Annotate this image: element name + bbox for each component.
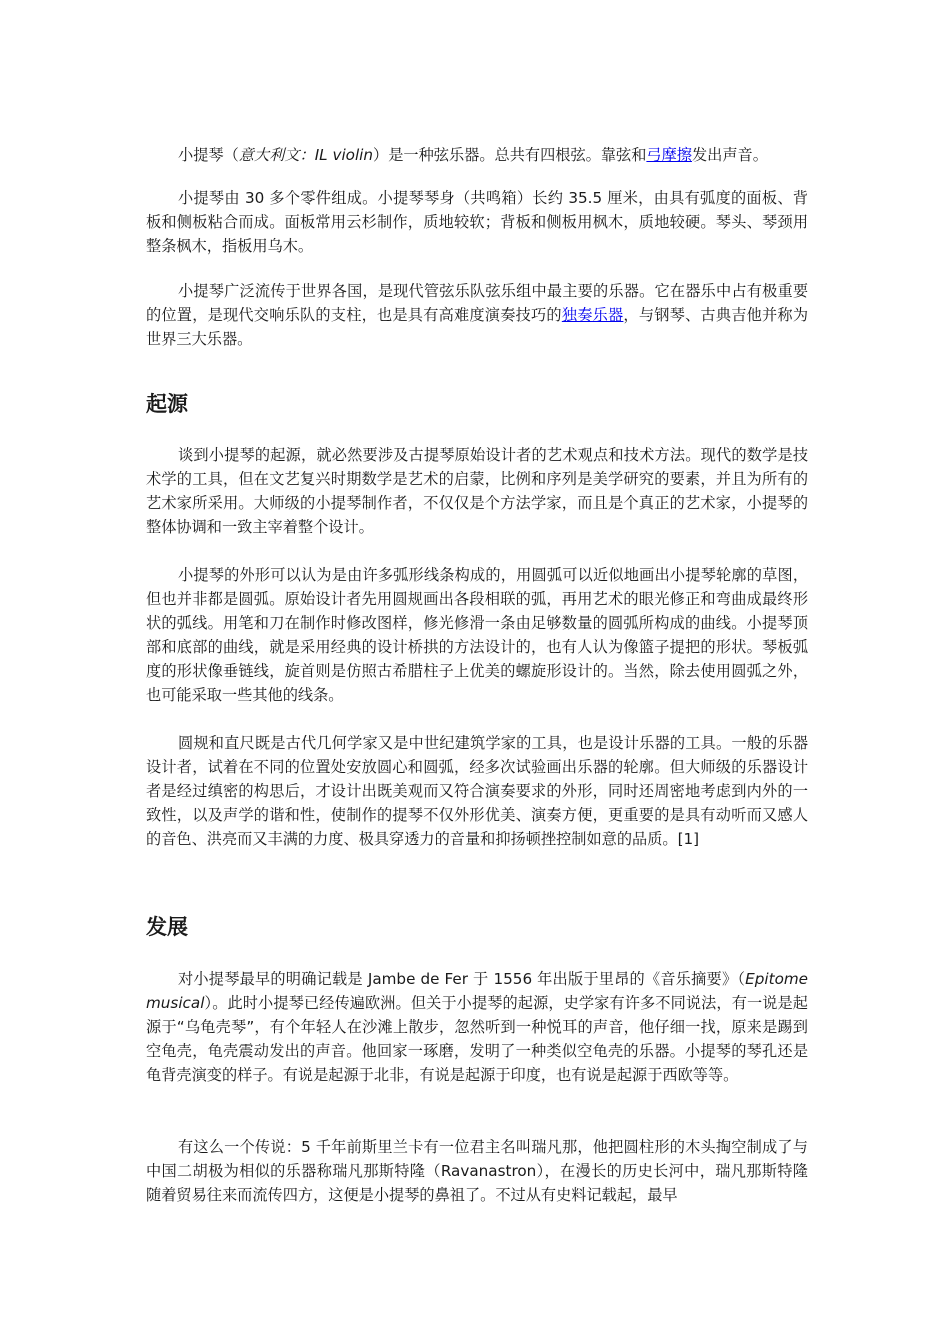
intro-p1-language: 意大利文： [238, 146, 315, 164]
intro-paragraph-3 [146, 279, 808, 351]
origin-paragraph-2: 小提琴的外形可以认为是由许多弧形线条构成的，用圆弧可以近似地画出小提琴轮廓的草图，但也并非都是圆弧。原始设计者先用圆规画出各段相联的弧，再用艺术的眼光修正和弯曲成最终形状的弧线。用笔和刀在制作时修改图样，修光修滑一条由足够数量的圆弧所构成的曲线。小提琴顶部和底部的曲线，就是采用经典的设计桥拱的方法设计的，也有人认为像篮子提把的形状。琴板弧度的形状像垂链线，旋首则是仿照古希腊柱子上优美的螺旋形设计的。当然，除去使用圆弧之外，也可能采取一些其他的线条。 [146, 566, 808, 704]
intro-p1-text-a: 小提琴（ [178, 146, 239, 164]
intro-paragraph-1 [146, 143, 808, 167]
origin-heading: 起源 [146, 392, 188, 416]
development-paragraph-2: 有这么一个传说：5 千年前斯里兰卡有一位君主名叫瑞凡那，他把圆柱形的木头掏空制成了与中国二胡极为相似的乐器称瑞凡那斯特隆（Ravanastron），在漫长的历史长河中，瑞凡那斯特隆随着贸易往来而流传四方，这便是小提琴的鼻祖了。不过从有史料记载起，最早 [146, 1138, 808, 1204]
dev-p1-text-b: ）。此时小提琴已经传遍欧洲。但关于小提琴的起源，史学家有许多不同说法，有一说是起源于“乌龟壳琴”，有个年轻人在沙滩上散步，忽然听到一种悦耳的声音，他仔细一找，原来是踢到空龟壳，龟壳震动发出的声音。他回家一琢磨，发明了一种类似空龟壳的乐器。小提琴的琴孔还是龟背壳演变的样子。有说是起源于北非，有说是起源于印度，也有说是起源于西欧等等。 [146, 994, 808, 1084]
development-heading: 发展 [146, 915, 188, 939]
intro-paragraph-2: 小提琴由 30 多个零件组成。小提琴琴身（共鸣箱）长约 35.5 厘米，由具有弧度的面板、背板和侧板粘合而成。面板常用云杉制作，质地较软；背板和侧板用枫木，质地较硬。琴头、琴颈用整条枫木，指板用乌木。 [146, 189, 808, 255]
dev-p1-book-title: Epitome musical [146, 970, 808, 1012]
intro-p1-text-b: ）是一种弦乐器。总共有四根弦。靠弦和 [373, 146, 647, 164]
solo-instrument-link[interactable]: 独奏乐器 [561, 306, 624, 324]
development-paragraph-1 [146, 967, 808, 1087]
origin-paragraph-1: 谈到小提琴的起源，就必然要涉及古提琴原始设计者的艺术观点和技术方法。现代的数学是技术学的工具，但在文艺复兴时期数学是艺术的启蒙，比例和序列是美学研究的要素，并且为所有的艺术家所采用。大师级的小提琴制作者，不仅仅是个方法学家，而且是个真正的艺术家，小提琴的整体协调和一致主宰着整个设计。 [146, 446, 808, 536]
bow-friction-link[interactable]: 弓摩擦 [646, 146, 692, 164]
origin-paragraph-3: 圆规和直尺既是古代几何学家又是中世纪建筑学家的工具，也是设计乐器的工具。一般的乐器设计者，试着在不同的位置处安放圆心和圆弧，经多次试验画出乐器的轮廓。但大师级的乐器设计者是经过缜密的构思后，才设计出既美观而又符合演奏要求的外形，同时还周密地考虑到内外的一致性，以及声学的谐和性，使制作的提琴不仅外形优美、演奏方便，更重要的是具有动听而又感人的音色、洪亮而又丰满的力度、极具穿透力的音量和抑扬顿挫控制如意的品质。[1] [146, 734, 808, 848]
intro-p3-text-b: ，与钢琴、古典吉他并称为世界三大乐器。 [146, 306, 809, 348]
intro-p3-text-a: 小提琴广泛流传于世界各国，是现代管弦乐队弦乐组中最主要的乐器。它在器乐中占有极重要的位置，是现代交响乐队的支柱，也是具有高难度演奏技巧的 [146, 282, 808, 324]
dev-p1-text-a: 对小提琴最早的明确记载是 Jambe de Fer 于 1556 年出版于里昂的《音乐摘要》（ [178, 970, 746, 988]
intro-p1-text-c: 发出声音。 [691, 146, 768, 164]
intro-p1-term: IL violin [314, 146, 374, 164]
